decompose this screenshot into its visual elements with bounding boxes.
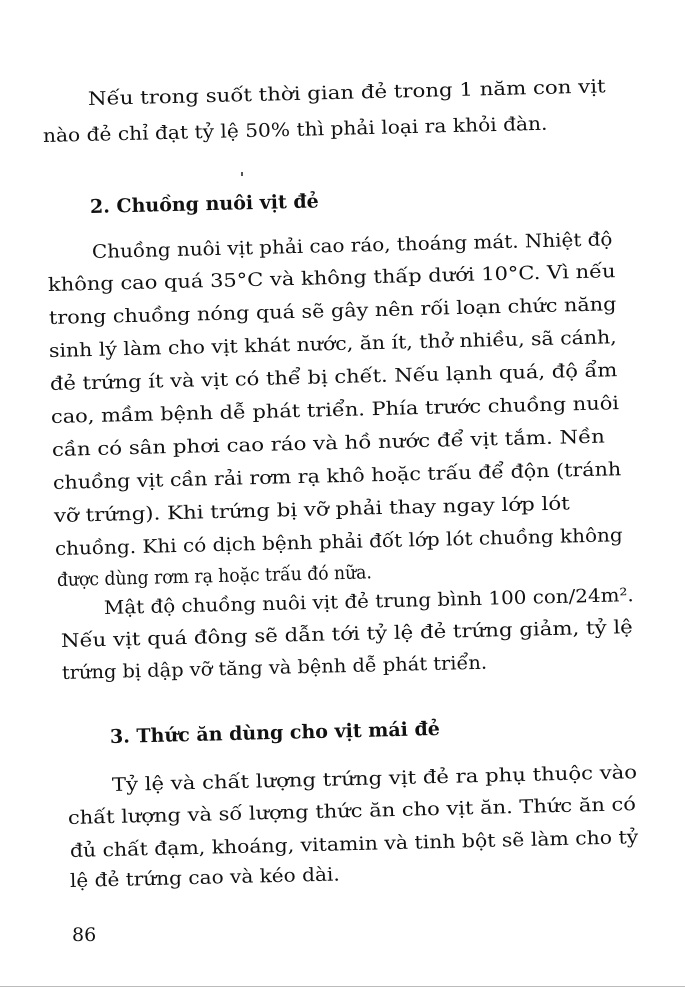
text-line: trong chuồng nóng quá sẽ gây nên rối loạn chức năng: [48, 294, 617, 329]
text-line: đủ chất đạm, khoáng, vitamin và tinh bột sẽ làm cho tỷ: [69, 827, 639, 862]
text-line: vỡ trứng). Khi trứng bị vỡ phải thay ngay lớp lót: [53, 493, 570, 527]
text-line: đẻ trứng ít và vịt có thể bị chết. Nếu lạnh quá, độ ẩm: [49, 360, 618, 395]
text-line: Tỷ lệ và chất lượng trứng vịt đẻ ra phụ thuộc vào: [111, 762, 638, 796]
text-line: cần có sân phơi cao ráo và hồ nước để vịt tắm. Nền: [51, 426, 606, 461]
text-line: Nếu vịt quá đông sẽ dẫn tới tỷ lệ đẻ trứng giảm, tỷ lệ: [60, 617, 633, 652]
text-line: được dùng rơm rạ hoặc trấu đó nữa.: [56, 562, 373, 591]
section-heading: 2. Chuồng nuôi vịt đẻ: [89, 190, 319, 218]
text-line: lệ đẻ trứng cao và kéo dài.: [69, 864, 340, 892]
text-line: chất lượng và số lượng thức ăn cho vịt ăn. Thức ăn có: [67, 794, 637, 829]
scan-edge-line: [0, 986, 685, 987]
text-line: Nếu trong suốt thời gian đẻ trong 1 năm con vịt: [87, 76, 606, 110]
text-line: Mật độ chuồng nuôi vịt đẻ trung bình 100 con/24m².: [103, 585, 634, 619]
text-line: sinh lý làm cho vịt khát nước, ăn ít, thở nhiều, sã cánh,: [48, 327, 617, 362]
section-heading: 3. Thức ăn dùng cho vịt mái đẻ: [109, 717, 441, 748]
text-line: cao, mầm bệnh dễ phát triển. Phía trước chuồng nuôi: [50, 393, 620, 428]
print-mark: [241, 172, 243, 176]
text-line: Chuồng nuôi vịt phải cao ráo, thoáng mát. Nhiệt độ: [91, 229, 613, 263]
text-line: không cao quá 35°C và không thấp dưới 10°C. Vì nếu: [47, 261, 616, 296]
text-line: chuồng. Khi có dịch bệnh phải đốt lớp lót chuồng không: [54, 525, 623, 560]
text-line: nào đẻ chỉ đạt tỷ lệ 50% thì phải loại ra khỏi đàn.: [42, 113, 548, 147]
text-line: trứng bị dập vỡ tăng và bệnh dễ phát triển.: [61, 652, 488, 684]
text-line: chuồng vịt cần rải rơm rạ khô hoặc trấu để độn (tránh: [52, 459, 622, 494]
page-number: 86: [72, 924, 97, 946]
